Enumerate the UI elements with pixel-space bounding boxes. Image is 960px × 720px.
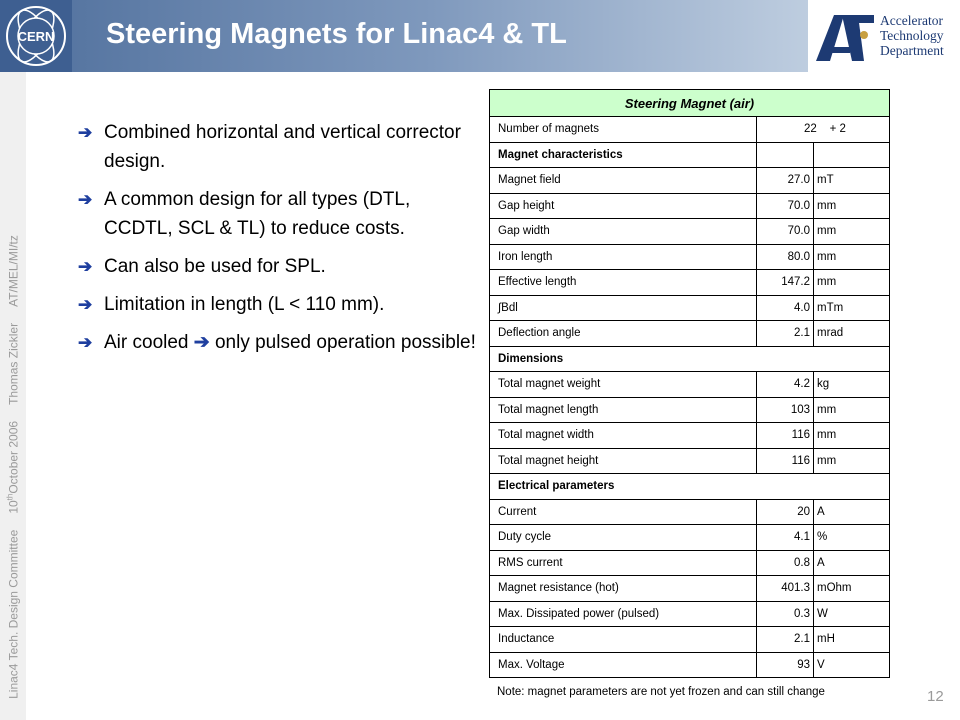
cern-logo	[0, 0, 72, 72]
row-label: Max. Voltage	[490, 652, 757, 678]
bullet-text: Limitation in length (L < 110 mm).	[104, 294, 385, 315]
right-arrow-icon: ➔	[78, 295, 93, 314]
bullet-text: A common design for all types (DTL, CCDTL, SCL & TL) to reduce costs.	[104, 189, 411, 239]
table-row	[490, 193, 890, 219]
row-unit: kg	[814, 372, 890, 398]
bullet-item	[78, 290, 478, 319]
row-value: 20	[757, 499, 814, 525]
row-unit: mm	[814, 448, 890, 474]
bullet-list	[78, 118, 478, 366]
row-value: 103	[757, 397, 814, 423]
row-label: Iron length	[490, 244, 757, 270]
row-unit: W	[814, 601, 890, 627]
table-row	[490, 244, 890, 270]
row-value: 27.0	[757, 168, 814, 194]
row-value: 4.0	[757, 295, 814, 321]
row-label: Max. Dissipated power (pulsed)	[490, 601, 757, 627]
table-row	[490, 372, 890, 398]
section-label: Magnet characteristics	[490, 142, 757, 168]
table-row	[490, 295, 890, 321]
row-label: Number of magnets	[490, 117, 757, 143]
row-unit: mm	[814, 193, 890, 219]
bullet-text-before: Air cooled	[104, 332, 194, 353]
row-label: Inductance	[490, 627, 757, 653]
department-name	[880, 13, 944, 58]
header-bar	[0, 0, 960, 72]
row-unit: mOhm	[814, 576, 890, 602]
right-arrow-icon: ➔	[78, 190, 93, 209]
table-row	[490, 168, 890, 194]
row-value: 70.0	[757, 219, 814, 245]
page-number: 12	[927, 688, 944, 705]
footer-date-rest: October 2006	[6, 420, 21, 494]
department-logo	[808, 0, 960, 72]
row-value: 2.1	[757, 627, 814, 653]
row-value: 93	[757, 652, 814, 678]
inline-right-arrow-icon: ➔	[193, 332, 210, 353]
row-value: 116	[757, 423, 814, 449]
row-value: 4.2	[757, 372, 814, 398]
row-label: Total magnet weight	[490, 372, 757, 398]
row-unit: A	[814, 499, 890, 525]
bullet-text: Combined horizontal and vertical corrector design.	[104, 122, 461, 172]
row-label: Deflection angle	[490, 321, 757, 347]
row-label: RMS current	[490, 550, 757, 576]
table-row	[490, 550, 890, 576]
row-value: 80.0	[757, 244, 814, 270]
magnet-count: 22	[804, 123, 817, 136]
row-value	[757, 117, 890, 143]
table-row	[490, 525, 890, 551]
bullet-item	[78, 328, 478, 357]
magnet-parameters-table	[489, 89, 890, 678]
section-label: Electrical parameters	[490, 474, 890, 500]
right-arrow-icon: ➔	[78, 123, 93, 142]
at-logo-icon	[812, 3, 878, 69]
row-value: 2.1	[757, 321, 814, 347]
table-note: Note: magnet parameters are not yet frozen and can still change	[497, 686, 825, 698]
row-unit: mm	[814, 244, 890, 270]
department-line: Technology	[880, 28, 944, 43]
row-value: 0.8	[757, 550, 814, 576]
row-value: 401.3	[757, 576, 814, 602]
section-label: Dimensions	[490, 346, 890, 372]
row-unit: mm	[814, 423, 890, 449]
table-row	[490, 576, 890, 602]
bullet-text: Can also be used for SPL.	[104, 256, 326, 277]
right-arrow-icon: ➔	[78, 333, 93, 352]
footer-ref: AT/MEL/MI/tz	[6, 235, 21, 307]
section-row	[490, 346, 890, 372]
bullet-text-after: only pulsed operation possible!	[209, 332, 476, 353]
bullet-item	[78, 118, 478, 176]
row-label: ∫Bdl	[490, 295, 757, 321]
side-footer-text	[6, 235, 21, 699]
row-unit: mH	[814, 627, 890, 653]
right-arrow-icon: ➔	[78, 257, 93, 276]
row-label: Duty cycle	[490, 525, 757, 551]
row-label: Current	[490, 499, 757, 525]
footer-author: Thomas Zickler	[6, 322, 21, 405]
table-row	[490, 117, 890, 143]
row-unit: mm	[814, 270, 890, 296]
row-label: Magnet field	[490, 168, 757, 194]
row-value: 4.1	[757, 525, 814, 551]
footer-date-day: 10	[6, 500, 21, 514]
row-value: 116	[757, 448, 814, 474]
row-label: Effective length	[490, 270, 757, 296]
table-row	[490, 627, 890, 653]
row-unit: mm	[814, 397, 890, 423]
department-line: Department	[880, 43, 944, 58]
row-label: Total magnet height	[490, 448, 757, 474]
row-label: Gap width	[490, 219, 757, 245]
row-label: Total magnet width	[490, 423, 757, 449]
row-unit: A	[814, 550, 890, 576]
row-unit: V	[814, 652, 890, 678]
row-unit: mTm	[814, 295, 890, 321]
table-header-row	[490, 90, 890, 117]
table-row	[490, 499, 890, 525]
section-row	[490, 474, 890, 500]
table-row	[490, 601, 890, 627]
row-label: Gap height	[490, 193, 757, 219]
footer-event: Linac4 Tech. Design Committee	[6, 529, 21, 699]
table-row	[490, 321, 890, 347]
cern-logo-icon	[0, 0, 72, 72]
row-label: Total magnet length	[490, 397, 757, 423]
table-body	[490, 90, 890, 678]
table-row	[490, 423, 890, 449]
empty-cell	[757, 142, 814, 168]
row-unit: mT	[814, 168, 890, 194]
department-line: Accelerator	[880, 13, 943, 28]
spare-count: + 2	[829, 123, 846, 136]
table-title: Steering Magnet (air)	[490, 90, 890, 117]
bullet-item	[78, 252, 478, 281]
table-row	[490, 219, 890, 245]
cern-logo-text: CERN	[17, 29, 55, 44]
row-unit: mm	[814, 219, 890, 245]
row-value: 0.3	[757, 601, 814, 627]
section-row	[490, 142, 890, 168]
row-value: 147.2	[757, 270, 814, 296]
table-row	[490, 397, 890, 423]
footer-date-sup: th	[5, 493, 15, 501]
row-value: 70.0	[757, 193, 814, 219]
table-row	[490, 448, 890, 474]
table-row	[490, 270, 890, 296]
table-row	[490, 652, 890, 678]
row-unit: %	[814, 525, 890, 551]
footer-date	[6, 421, 21, 514]
row-label: Magnet resistance (hot)	[490, 576, 757, 602]
row-unit: mrad	[814, 321, 890, 347]
side-footer-bar	[0, 72, 26, 720]
empty-cell	[814, 142, 890, 168]
bullet-item	[78, 185, 478, 243]
slide-title: Steering Magnets for Linac4 & TL	[106, 18, 567, 50]
